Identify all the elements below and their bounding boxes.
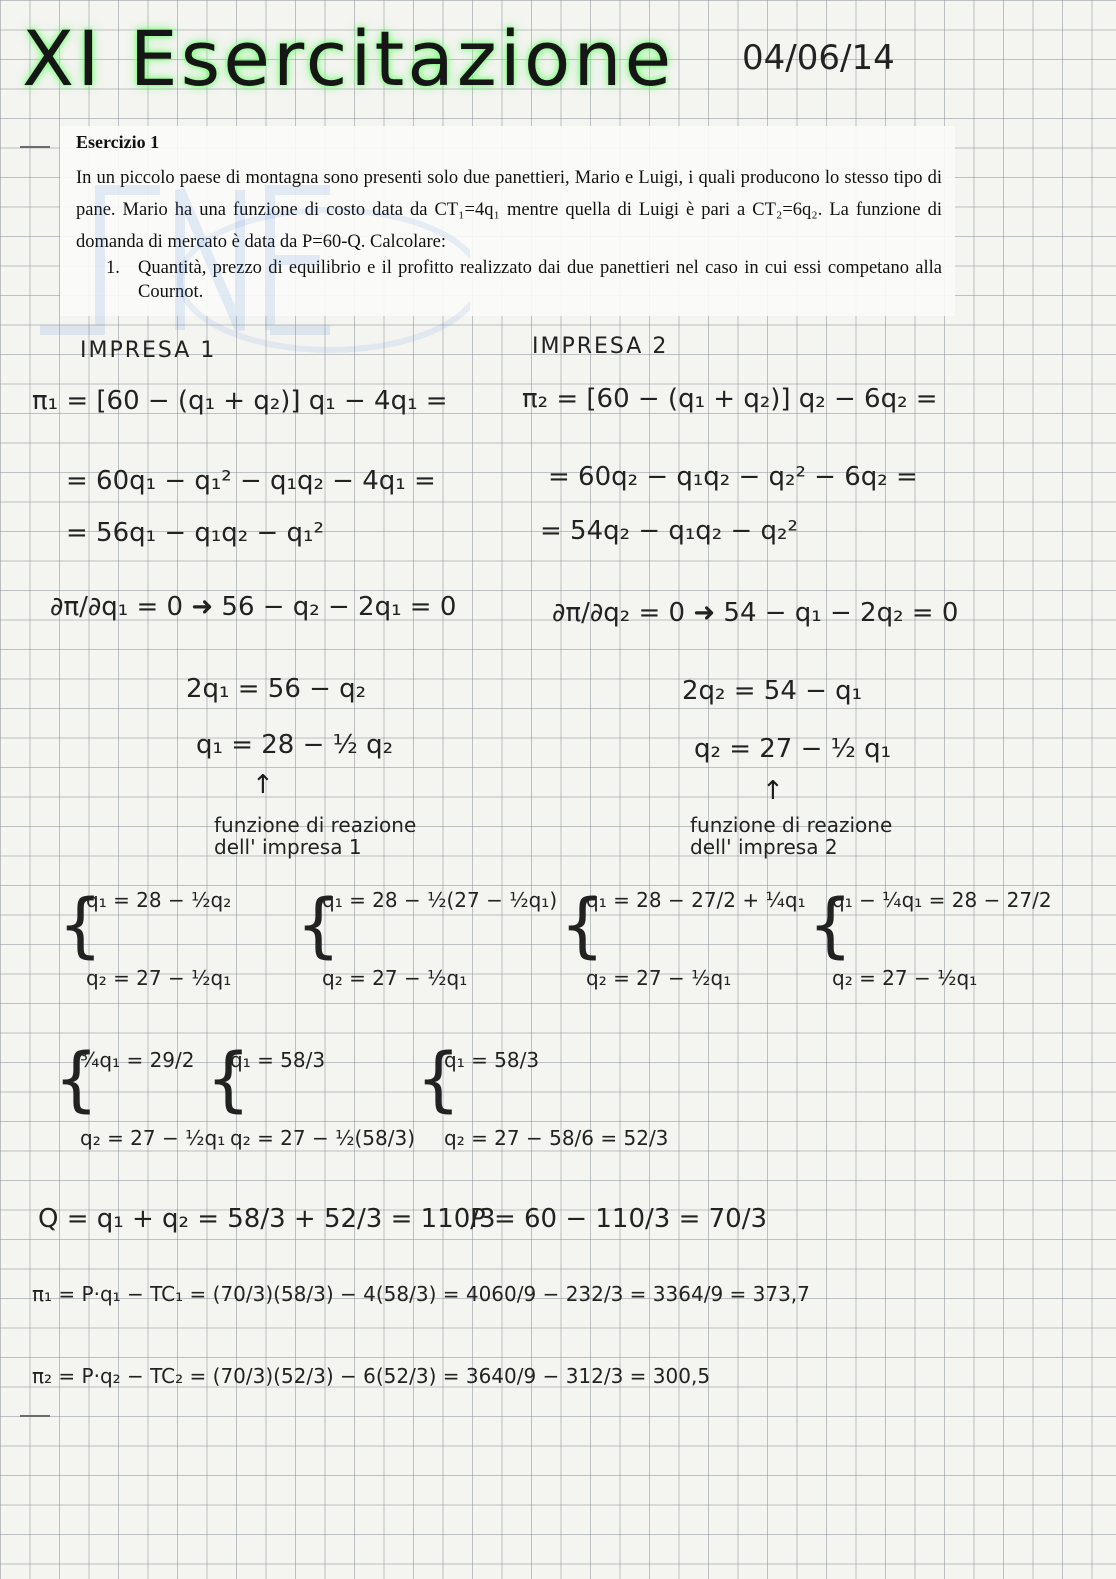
impresa2-note	[690, 814, 892, 858]
brace-icon: {	[54, 1038, 99, 1120]
impresa2-expand: = 60q₂ − q₁q₂ − q₂² − 6q₂ =	[548, 462, 918, 492]
impresa1-step1: 2q₁ = 56 − q₂	[186, 674, 367, 704]
system4-top: q₁ − ¼q₁ = 28 − 27/2	[832, 888, 1052, 912]
impresa1-note-line1: funzione di reazione	[214, 813, 417, 837]
impresa2-note-line2: dell' impresa 2	[690, 835, 838, 859]
brace-icon: {	[416, 1038, 461, 1120]
impresa2-note-line1: funzione di reazione	[690, 813, 893, 837]
exercise-box	[60, 126, 955, 316]
system2-top: q₁ = 28 − ½(27 − ½q₁)	[322, 888, 558, 912]
impresa1-expand: = 60q₁ − q₁² − q₁q₂ − 4q₁ =	[66, 466, 436, 496]
exercise-title: Esercizio 1	[76, 132, 160, 152]
impresa2-profit: π₂ = [60 − (q₁ + q₂)] q₂ − 6q₂ =	[522, 384, 938, 414]
margin-mark	[20, 1415, 50, 1417]
impresa1-profit: π₁ = [60 − (q₁ + q₂)] q₁ − 4q₁ =	[32, 386, 448, 416]
system7-top: q₁ = 58/3	[444, 1048, 540, 1072]
system6-top: q₁ = 58/3	[230, 1048, 326, 1072]
system5-bottom: q₂ = 27 − ½q₁	[80, 1126, 226, 1150]
arrow-up-icon: ↑	[252, 770, 274, 800]
impresa1-note	[214, 814, 416, 858]
impresa1-simplify: = 56q₁ − q₁q₂ − q₁²	[66, 518, 324, 548]
impresa2-label: IMPRESA 2	[532, 334, 669, 359]
system3-bottom: q₂ = 27 − ½q₁	[586, 966, 732, 990]
brace-icon: {	[560, 884, 605, 966]
brace-icon: {	[58, 884, 103, 966]
page-title: XI Esercitazione	[22, 14, 675, 103]
system4-bottom: q₂ = 27 − ½q₁	[832, 966, 978, 990]
system5-top: ¾q₁ = 29/2	[80, 1048, 195, 1072]
system3-top: q₁ = 28 − 27/2 + ¼q₁	[586, 888, 806, 912]
brace-icon: {	[808, 884, 853, 966]
brace-icon: {	[296, 884, 341, 966]
total-quantity: Q = q₁ + q₂ = 58/3 + 52/3 = 110/3	[38, 1204, 496, 1234]
impresa2-simplify: = 54q₂ − q₁q₂ − q₂²	[540, 516, 798, 546]
profit-impresa1: π₁ = P·q₁ − TC₁ = (70/3)(58/3) − 4(58/3) = 4060/9 − 232/3 = 3364/9 = 373,7	[32, 1282, 810, 1306]
system6-bottom: q₂ = 27 − ½(58/3)	[230, 1126, 416, 1150]
system1-top: q₁ = 28 − ½q₂	[86, 888, 232, 912]
system1-bottom: q₂ = 27 − ½q₁	[86, 966, 232, 990]
margin-mark	[20, 146, 50, 148]
impresa2-derivative: ∂π/∂q₂ = 0 ➜ 54 − q₁ − 2q₂ = 0	[552, 598, 959, 628]
equilibrium-price: P = 60 − 110/3 = 70/3	[470, 1204, 768, 1234]
item-text: Quantità, prezzo di equilibrio e il profitto realizzato dai due panettieri nel caso in cui essi competano alla Cournot.	[138, 258, 942, 302]
system7-bottom: q₂ = 27 − 58/6 = 52/3	[444, 1126, 669, 1150]
impresa1-reaction: q₁ = 28 − ½ q₂	[196, 730, 394, 760]
impresa2-reaction: q₂ = 27 − ½ q₁	[694, 734, 892, 764]
impresa2-step1: 2q₂ = 54 − q₁	[682, 676, 863, 706]
exercise-text: In un piccolo paese di montagna sono presenti solo due panettieri, Mario e Luigi, i quali producono lo stesso tipo di pane. Mario ha una funzione di costo data da CT₁=4q₁ mentre quella di Luigi è pari a CT₂=6q₂. La funzione di domanda di mercato è data da P=60-Q. Calcolare:	[76, 168, 942, 252]
brace-icon: {	[206, 1038, 251, 1120]
date: 04/06/14	[742, 38, 895, 78]
profit-impresa2: π₂ = P·q₂ − TC₂ = (70/3)(52/3) − 6(52/3) = 3640/9 − 312/3 = 300,5	[32, 1364, 711, 1388]
impresa1-label: IMPRESA 1	[80, 338, 217, 363]
system2-bottom: q₂ = 27 − ½q₁	[322, 966, 468, 990]
impresa1-derivative: ∂π/∂q₁ = 0 ➜ 56 − q₂ − 2q₁ = 0	[50, 592, 457, 622]
arrow-up-icon: ↑	[762, 776, 784, 806]
item-number: 1.	[106, 258, 120, 278]
impresa1-note-line2: dell' impresa 1	[214, 835, 362, 859]
